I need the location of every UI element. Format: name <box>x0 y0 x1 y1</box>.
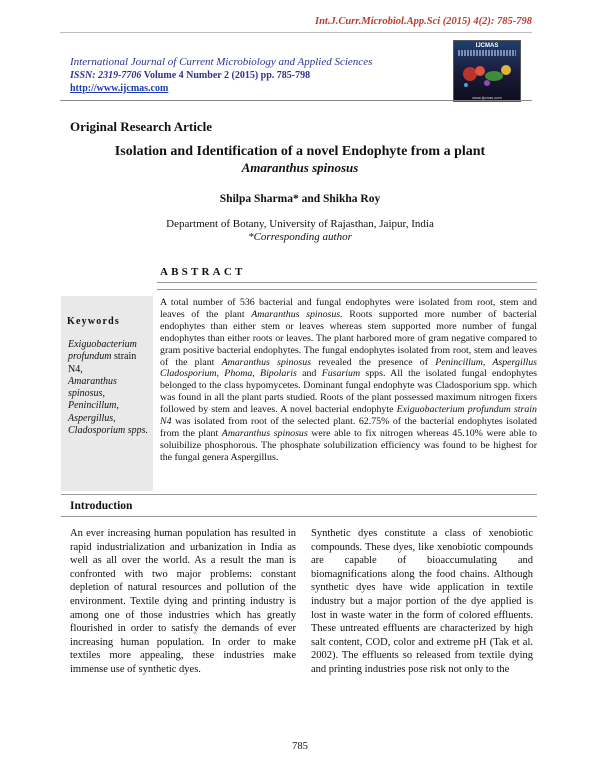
abstract-segment: were able to fix nitrogen whereas 45.10% were able to soluibilize phosphorous. The phosphate solubilization efficiency was found to be highest for the fungal genera Aspergillus. <box>160 427 537 463</box>
abstract-text <box>160 297 537 464</box>
affiliation: Department of Botany, University of Rajasthan, Jaipur, India <box>166 218 434 230</box>
intro-rule-top <box>61 494 537 495</box>
abstract-segment: revealed the presence of <box>311 356 436 368</box>
volume-info: Volume 4 Number 2 (2015) pp. 785-798 <box>141 70 311 81</box>
article-subtitle: Amaranthus spinosus <box>241 160 359 175</box>
intro-rule-bottom <box>61 516 537 517</box>
intro-right-paragraph: Synthetic dyes constitute a class of xenobiotic compounds. These dyes, like xenobiotic compounds are capable of bioaccumulating and biomagnifications along the food chains. Although synthetic dyes have wide application in textile industry but a major portion of the dye applied is lost in waste water in the form of colored effluents. These untreated effluents are characterized by high salt content, COD, color and extreme pH (Tak et al. 2002). The effluents so released from textile dying and printing industries pose risk not only to the <box>311 528 533 675</box>
abstract-segment: Amaranthus spinosus <box>221 427 308 439</box>
abstract-segment: Fusarium <box>321 368 361 380</box>
journal-name: International Journal of Current Microbiology and Applied Sciences <box>70 56 373 68</box>
authors: Shilpa Sharma* and Shikha Roy <box>219 193 381 205</box>
cover-subtitle-lines <box>458 50 516 56</box>
journal-url-link[interactable]: http://www.ijcmas.com <box>70 83 169 94</box>
abstract-rule-bottom <box>157 289 537 290</box>
keywords-heading: Keywords <box>67 316 120 327</box>
article-title: Isolation and Identification of a novel Endophyte from a plant <box>114 144 486 159</box>
keywords-list <box>68 339 150 437</box>
cover-footer: www.ijcmas.com <box>472 95 502 100</box>
running-head: Int.J.Curr.Microbiol.App.Sci (2015) 4(2): 785-798 <box>314 16 532 27</box>
issn-line <box>70 70 310 81</box>
journal-cover-image <box>453 40 521 102</box>
cover-microbe-icon <box>458 59 516 89</box>
keyword-1: Exiguobacterium profundum <box>68 339 137 363</box>
abstract-segment: spps. All the isolated fungal endophytes belonged to the class hypomycetes. Dominant fungal endophyte was Cladosporium spp. which was found in all the plant parts studied. Roots of the plant possessed maximum nitrogen fixers followed by stem and leaves. A novel bacterial endophyte <box>160 368 537 416</box>
header-bottom-rule <box>60 100 532 101</box>
keyword-2: Amaranthus spinosus, Penincillum, Aspergillus, Cladosporium spps. <box>68 375 149 437</box>
cover-title: IJCMAS <box>475 43 499 49</box>
abstract-segment: was isolated from root of the selected plant. 62.75% of the bacterial endophytes isolated from the plant <box>160 416 537 439</box>
page-number: 785 <box>292 741 308 752</box>
header-rule <box>60 32 532 33</box>
abstract-segment: and <box>296 368 322 380</box>
intro-left-paragraph: An ever increasing human population has resulted in rapid industrialization and urbanization in India as well as all over the world. As a result the man is confronted with two major problems: constant depletion of natural resources and pollution of the environment. Textile dying and printing industry is among one of those industries which has greatly flourished in order to satisfy the demands of ever increasing human population. In order to make textiles more appealing, these industries make immense use of synthetic dyes. <box>70 528 296 675</box>
corresponding-author: *Corresponding author <box>248 231 352 243</box>
abstract-segment: Amaranthus spinosus <box>221 356 312 368</box>
abstract-heading: ABSTRACT <box>160 266 246 278</box>
abstract-segment: Exiguobacterium profundum strain N4 <box>160 404 537 428</box>
abstract-segment: A total number of 536 bacterial and fungal endophytes were isolated from root, stem and leaves of the plant <box>160 297 537 320</box>
abstract-rule-top <box>157 282 537 283</box>
issn-label: ISSN: 2319-7706 <box>70 70 142 81</box>
keyword-1-tail: strain N4, <box>68 351 137 375</box>
abstract-segment: Amaranthus spinosus. <box>251 308 343 320</box>
introduction-heading: Introduction <box>70 500 133 512</box>
abstract-segment: Penincillum, Aspergillus Cladosporium, Phoma, Bipolaris <box>160 356 537 380</box>
article-type: Original Research Article <box>70 119 213 134</box>
abstract-segment: Roots supported more number of bacterial endophytes than either stem or leaves whereas stem supported more number of fungal endophytes than either roots or leaves. The plant harbored more of gram negative compared to gram positive bacterial endophytes. The fungal endophytes isolated from root, stem and leaves of the plant <box>160 308 537 368</box>
